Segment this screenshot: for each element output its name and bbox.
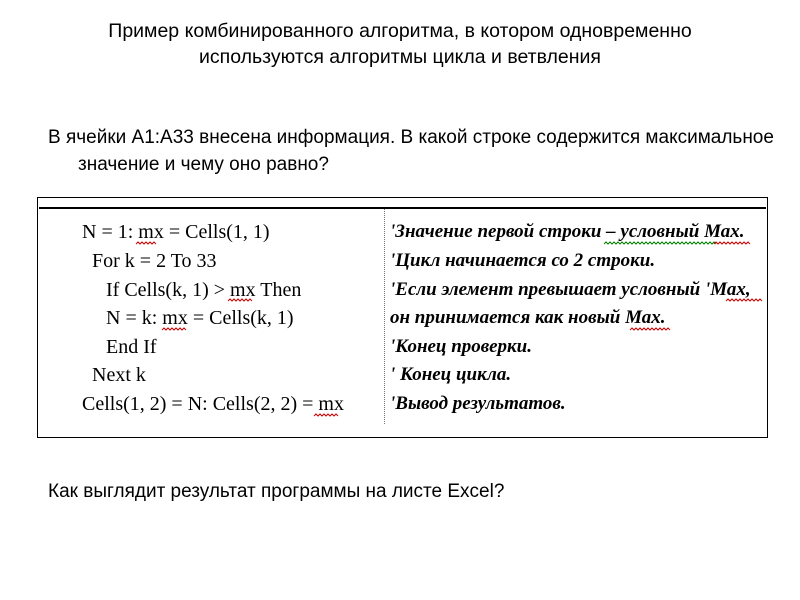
code-table-top-rule <box>39 207 766 209</box>
slide-title-line-1: Пример комбинированного алгоритма, в котором одновременно <box>108 20 692 42</box>
code-line-3: If Cells(k, 1) > mx Then <box>106 279 302 301</box>
spellcheck-squiggle <box>726 299 762 303</box>
comment-line-3: 'Если элемент превышает условный 'Мах, <box>390 279 751 300</box>
comment-line-6: ' Конец цикла. <box>390 364 512 385</box>
comment-line-4: он принимается как новый Мах. <box>390 307 666 328</box>
comment-line-5: 'Конец проверки. <box>390 336 532 357</box>
spellcheck-squiggle <box>314 414 338 418</box>
spellcheck-squiggle <box>228 299 252 303</box>
comment-line-7: 'Вывод результатов. <box>390 393 566 414</box>
footer-question-text: Как выглядит результат программы на листе Excel? <box>48 481 505 502</box>
slide-title <box>40 18 760 70</box>
code-line-2: For k = 2 To 33 <box>92 250 217 272</box>
code-line-5: End If <box>106 336 157 358</box>
slide-title-line-2: используются алгоритмы цикла и ветвления <box>199 46 601 68</box>
code-column-divider <box>384 209 385 424</box>
grammar-squiggle <box>604 242 704 246</box>
code-table <box>37 197 768 438</box>
code-line-6: Next k <box>92 364 146 386</box>
comment-line-2: 'Цикл начинается со 2 строки. <box>390 250 656 271</box>
code-line-1: N = 1: mx = Cells(1, 1) <box>82 221 270 243</box>
comment-line-1: 'Значение первой строки – условный Мах. <box>390 221 745 242</box>
spellcheck-squiggle <box>162 328 186 332</box>
spellcheck-squiggle <box>136 242 158 246</box>
code-line-4: N = k: mx = Cells(k, 1) <box>106 307 294 329</box>
question-text: В ячейки А1:А33 внесена информация. В какой строке содержится максимальное значение и чему оно равно? <box>48 127 774 175</box>
code-line-7: Cells(1, 2) = N: Cells(2, 2) = mx <box>82 393 344 415</box>
spellcheck-squiggle <box>714 242 750 246</box>
spellcheck-squiggle <box>630 328 670 332</box>
